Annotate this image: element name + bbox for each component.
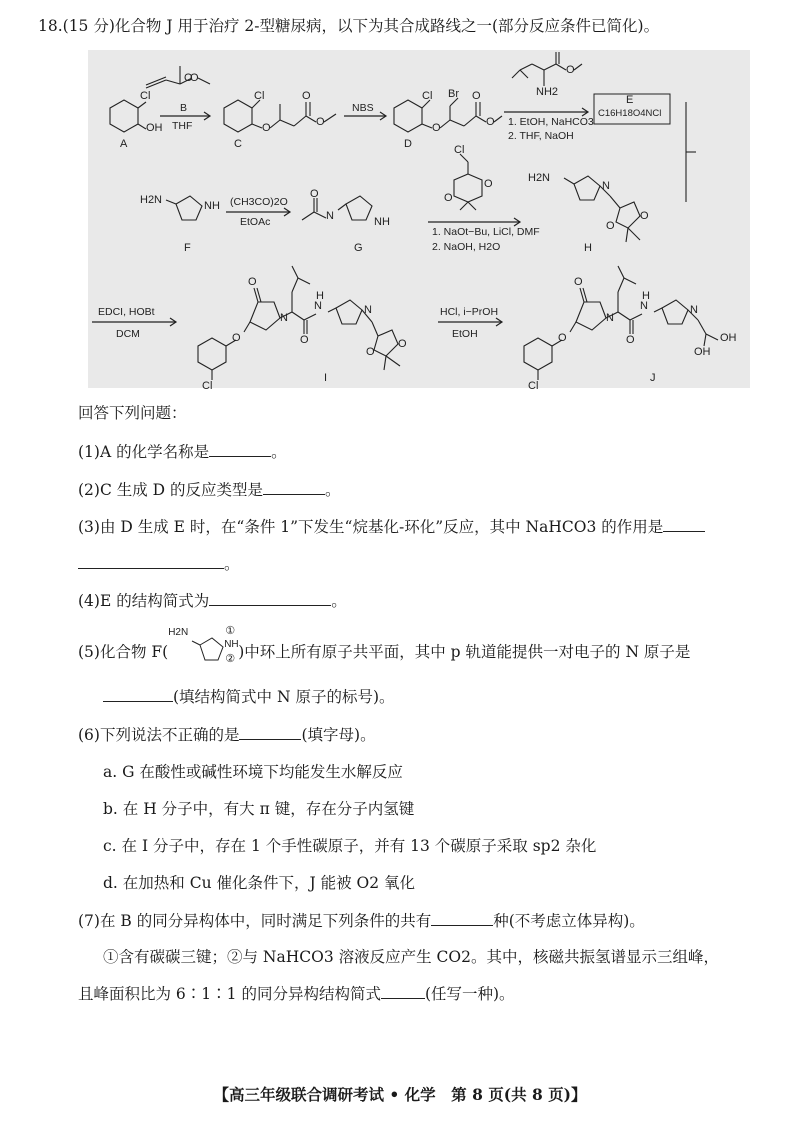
- question-6: [78, 724, 376, 745]
- atom-O-D3: O: [486, 116, 495, 128]
- atom-O-H1: O: [606, 220, 615, 232]
- atom-N-J1: N: [606, 312, 614, 324]
- question-3: [78, 516, 705, 537]
- question-5: [78, 625, 691, 665]
- atom-O-reagent1: O: [484, 178, 493, 190]
- q3-after: 。: [224, 555, 240, 573]
- q6-option-a: a. G 在酸性或碱性环境下均能发生水解反应: [103, 763, 403, 781]
- condition-hi-top: EDCI, HOBt: [98, 306, 155, 318]
- label-compound-D: D: [404, 138, 412, 150]
- ring-H-dioxolane: [616, 202, 640, 228]
- atom-O-H2: O: [640, 210, 649, 222]
- ring-dioxane-reagent: [454, 174, 482, 202]
- condition-hi-bottom: DCM: [116, 328, 140, 340]
- ring-J-pyrazole: [662, 300, 688, 324]
- atom-O-B1: O: [184, 72, 193, 84]
- atom-O-B2: O: [190, 72, 199, 84]
- label-compound-A: A: [120, 138, 128, 150]
- atom-H2N-H: H2N: [528, 172, 551, 184]
- q6-option-d: d. 在加热和 Cu 催化条件下，J 能被 O2 氧化: [103, 874, 416, 892]
- q3-text: (3)由 D 生成 E 时，在“条件 1”下发生“烷基化-环化”反应，其中 NaHCO3 的作用是: [78, 518, 664, 536]
- question-4: [78, 590, 347, 611]
- q4-blank[interactable]: [209, 590, 331, 606]
- question-7-line2: ①含有碳碳三键；②与 NaHCO3 溶液反应产生 CO2。其中，核磁共振氢谱显示三组峰，: [103, 948, 719, 966]
- q6-after: (填字母)。: [301, 726, 376, 744]
- atom-NH-G: NH: [374, 216, 390, 228]
- atom-Cl-reagent: Cl: [454, 144, 465, 156]
- label-compound-G: G: [354, 242, 363, 254]
- q1-text: (1)A 的化学名称是: [78, 443, 210, 461]
- ring-H-pyrazole: [574, 176, 600, 200]
- atom-OH-J2: OH: [720, 332, 737, 344]
- q5-text: (5)化合物 F(: [78, 643, 169, 661]
- q7-blank-1[interactable]: [431, 910, 493, 926]
- atom-O-J1: O: [558, 332, 567, 344]
- ring-I-benzene: [198, 338, 226, 370]
- ring-F: [176, 196, 202, 220]
- q4-text: (4)E 的结构简式为: [78, 592, 210, 610]
- answer-intro: 回答下列问题：: [78, 404, 187, 422]
- q7-after: 种(不考虑立体异构)。: [493, 912, 645, 930]
- atom-OH-J1: OH: [694, 346, 711, 358]
- atom-O-G: O: [310, 188, 319, 200]
- atom-NH-F: NH: [204, 200, 220, 212]
- q3-blank-1[interactable]: [663, 516, 705, 532]
- atom-O-D2: O: [472, 90, 481, 102]
- atom-H2N-F: H2N: [140, 194, 163, 206]
- ring-J-lactam: [576, 302, 606, 330]
- ring-C: [224, 100, 252, 132]
- scheme-drawing: [88, 50, 750, 388]
- atom-O-leu: O: [566, 64, 575, 76]
- q2-after: 。: [325, 481, 341, 499]
- q1-blank[interactable]: [209, 441, 271, 457]
- atom-Br-D: Br: [448, 88, 459, 100]
- atom-O-C1: O: [262, 122, 271, 134]
- q5-mark-2: ②: [225, 653, 236, 665]
- atom-Cl-I: Cl: [202, 380, 213, 392]
- page-footer: 【高三年级联合调研考试 • 化学 第 8 页(共 8 页)】: [213, 1085, 587, 1104]
- question-2: [78, 479, 341, 500]
- question-5-line2: [103, 686, 395, 707]
- condition-ac-top: B: [180, 102, 188, 114]
- label-compound-E: E: [626, 94, 634, 106]
- q1-after: 。: [271, 443, 287, 461]
- q7-line3-after: (任写一种)。: [424, 985, 515, 1003]
- atom-O-I4: O: [366, 346, 375, 358]
- q5-pyrazole-structure: [168, 625, 239, 665]
- q6-option-c: c. 在 I 分子中，存在 1 个手性碳原子，并有 13 个碳原子采取 sp2 杂化: [103, 837, 597, 855]
- question-3-line2: [78, 553, 240, 574]
- atom-Cl-A: Cl: [140, 90, 151, 102]
- atom-O-I3: O: [300, 334, 309, 346]
- q2-text: (2)C 生成 D 的反应类型是: [78, 481, 264, 499]
- ring-q5-pyrazole: [200, 638, 223, 660]
- atom-N-H: N: [602, 180, 610, 192]
- condition-de-2: 2. THF, NaOH: [508, 130, 574, 142]
- q6-blank[interactable]: [239, 724, 301, 740]
- synthesis-scheme: [88, 50, 750, 392]
- atom-N-I2: N: [314, 300, 322, 312]
- atom-N-J3: N: [690, 304, 698, 316]
- atom-OH-A: OH: [146, 122, 163, 134]
- ring-A: [110, 100, 138, 132]
- atom-Cl-D: Cl: [422, 90, 433, 102]
- q7-line3-text: 且峰面积比为 6∶1∶1 的同分异构结构简式: [78, 985, 381, 1003]
- condition-de-1: 1. EtOH, NaHCO3: [508, 116, 594, 128]
- atom-Cl-J: Cl: [528, 380, 539, 392]
- atom-H-J: H: [642, 290, 650, 302]
- atom-N-I3: N: [364, 304, 372, 316]
- question-7-line3: [78, 983, 515, 1004]
- condition-fg-top: (CH3CO)2O: [230, 196, 288, 208]
- atom-N-J2: N: [640, 300, 648, 312]
- atom-O-D1: O: [432, 122, 441, 134]
- q5-after: )中环上所有原子共平面，其中 p 轨道能提供一对电子的 N 原子是: [238, 643, 691, 661]
- label-compound-J: J: [650, 372, 656, 384]
- condition-cd-top: NBS: [352, 102, 374, 114]
- atom-NH2-leu: NH2: [536, 86, 559, 98]
- q6-option-b: b. 在 H 分子中，有大 π 键，存在分子内氢键: [103, 800, 415, 818]
- atom-O-I5: O: [398, 338, 407, 350]
- q5-blank[interactable]: [103, 686, 173, 702]
- q4-after: 。: [331, 592, 347, 610]
- condition-gh-1: 1. NaOt−Bu, LiCl, DMF: [432, 226, 540, 238]
- atom-N-G: N: [326, 210, 334, 222]
- atom-O-I1: O: [232, 332, 241, 344]
- question-header: 18.(15 分)化合物 J 用于治疗 2-型糖尿病，以下为其合成路线之一(部分反应条件已简化)。: [38, 17, 660, 35]
- condition-ij-bottom: EtOH: [452, 328, 478, 340]
- label-compound-C: C: [234, 138, 242, 150]
- atom-O-J2: O: [574, 276, 583, 288]
- label-compound-I: I: [324, 372, 328, 384]
- question-7: [78, 910, 645, 931]
- ring-J-benzene: [524, 338, 552, 370]
- atom-H-I: H: [316, 290, 324, 302]
- q5-atom-H2N: H2N: [168, 627, 189, 638]
- label-compound-F: F: [184, 242, 191, 254]
- atom-O-I2: O: [248, 276, 257, 288]
- q5-mark-1: ①: [225, 625, 236, 637]
- ring-I-pyrazole: [336, 300, 362, 324]
- ring-I-lactam: [250, 302, 280, 330]
- q7-text: (7)在 B 的同分异构体中，同时满足下列条件的共有: [78, 912, 432, 930]
- atom-O-J3: O: [626, 334, 635, 346]
- atom-O-C3: O: [316, 116, 325, 128]
- formula-E: C16H18O4NCl: [598, 108, 662, 119]
- q3-blank-2[interactable]: [78, 553, 224, 569]
- question-1: [78, 441, 287, 462]
- q6-text: (6)下列说法不正确的是: [78, 726, 240, 744]
- q2-blank[interactable]: [263, 479, 325, 495]
- condition-ac-bottom: THF: [172, 120, 193, 132]
- condition-ij-top: HCl, i−PrOH: [440, 306, 499, 318]
- ring-D: [394, 100, 422, 132]
- atom-O-C2: O: [302, 90, 311, 102]
- label-compound-H: H: [584, 242, 592, 254]
- q7-blank-2[interactable]: [381, 983, 425, 999]
- atom-Cl-C: Cl: [254, 90, 265, 102]
- ring-G: [346, 196, 372, 220]
- q5-line2: (填结构简式中 N 原子的标号)。: [173, 688, 395, 706]
- condition-fg-bottom: EtOAc: [240, 216, 271, 228]
- atom-N-I1: N: [280, 312, 288, 324]
- q5-atom-NH: NH: [224, 639, 239, 650]
- condition-gh-2: 2. NaOH, H2O: [432, 241, 501, 253]
- atom-O-reagent2: O: [444, 192, 453, 204]
